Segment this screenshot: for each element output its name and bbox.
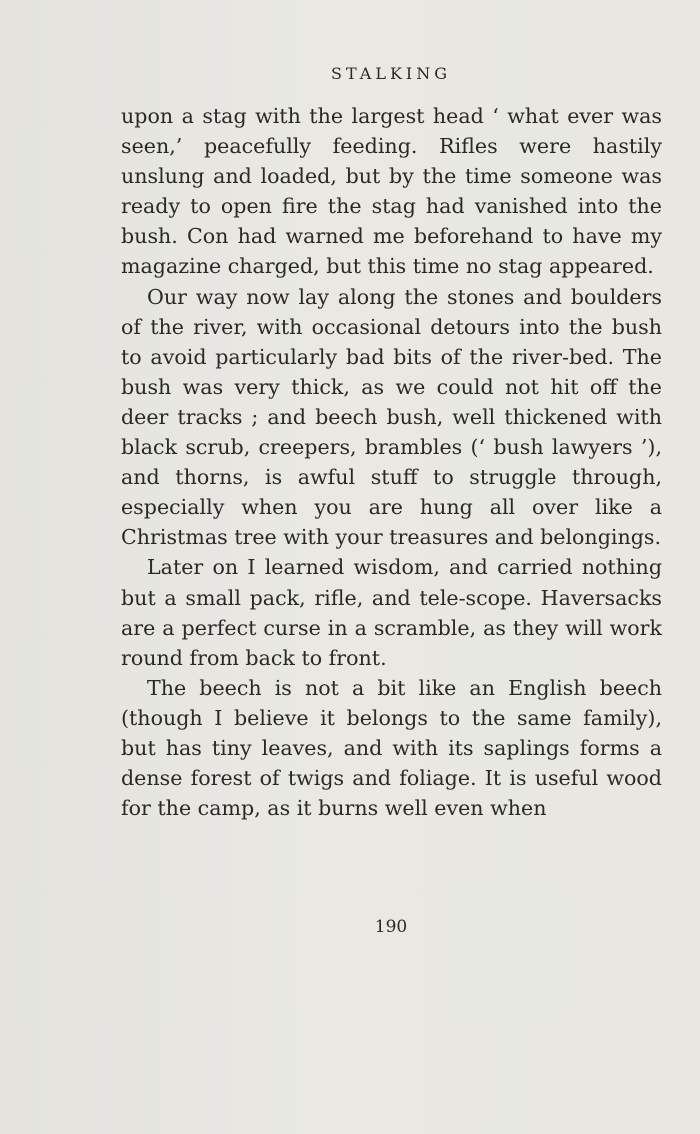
page-number: 190 [374,917,408,937]
paragraph-2: Our way now lay along the stones and boulders of the river, with occasional detours into the bush to avoid particularly bad bits of the river-bed. The bush was very thick, as we could not hit off the deer tracks ; and beech bush, well thickened with black scrub, creepers, brambles (‘ bush lawyers ’), and thorns, is awful stuff to struggle through, especially when you are hung all over like a Christmas tree with your treasures and belongings. [121,284,662,550]
running-header: STALKING [331,64,451,83]
body-text [121,101,662,823]
paragraph-3: Later on I learned wisdom, and carried nothing but a small pack, rifle, and tele-scope. Haversacks are a perfect curse in a scramble, as they will work round from back to front. [121,555,662,670]
paragraph-4: The beech is not a bit like an English beech (though I believe it belongs to the same family), but has tiny leaves, and with its saplings forms a dense forest of twigs and foliage. It is useful wood for the camp, as it burns well even when [121,675,662,821]
paragraph-1: upon a stag with the largest head ‘ what ever was seen,’ peacefully feeding. Rifles were hastily unslung and loaded, but by the time someone was ready to open fire the stag had vanished into the bush. Con had warned me beforehand to have my magazine charged, but this time no stag appeared. [121,104,662,279]
